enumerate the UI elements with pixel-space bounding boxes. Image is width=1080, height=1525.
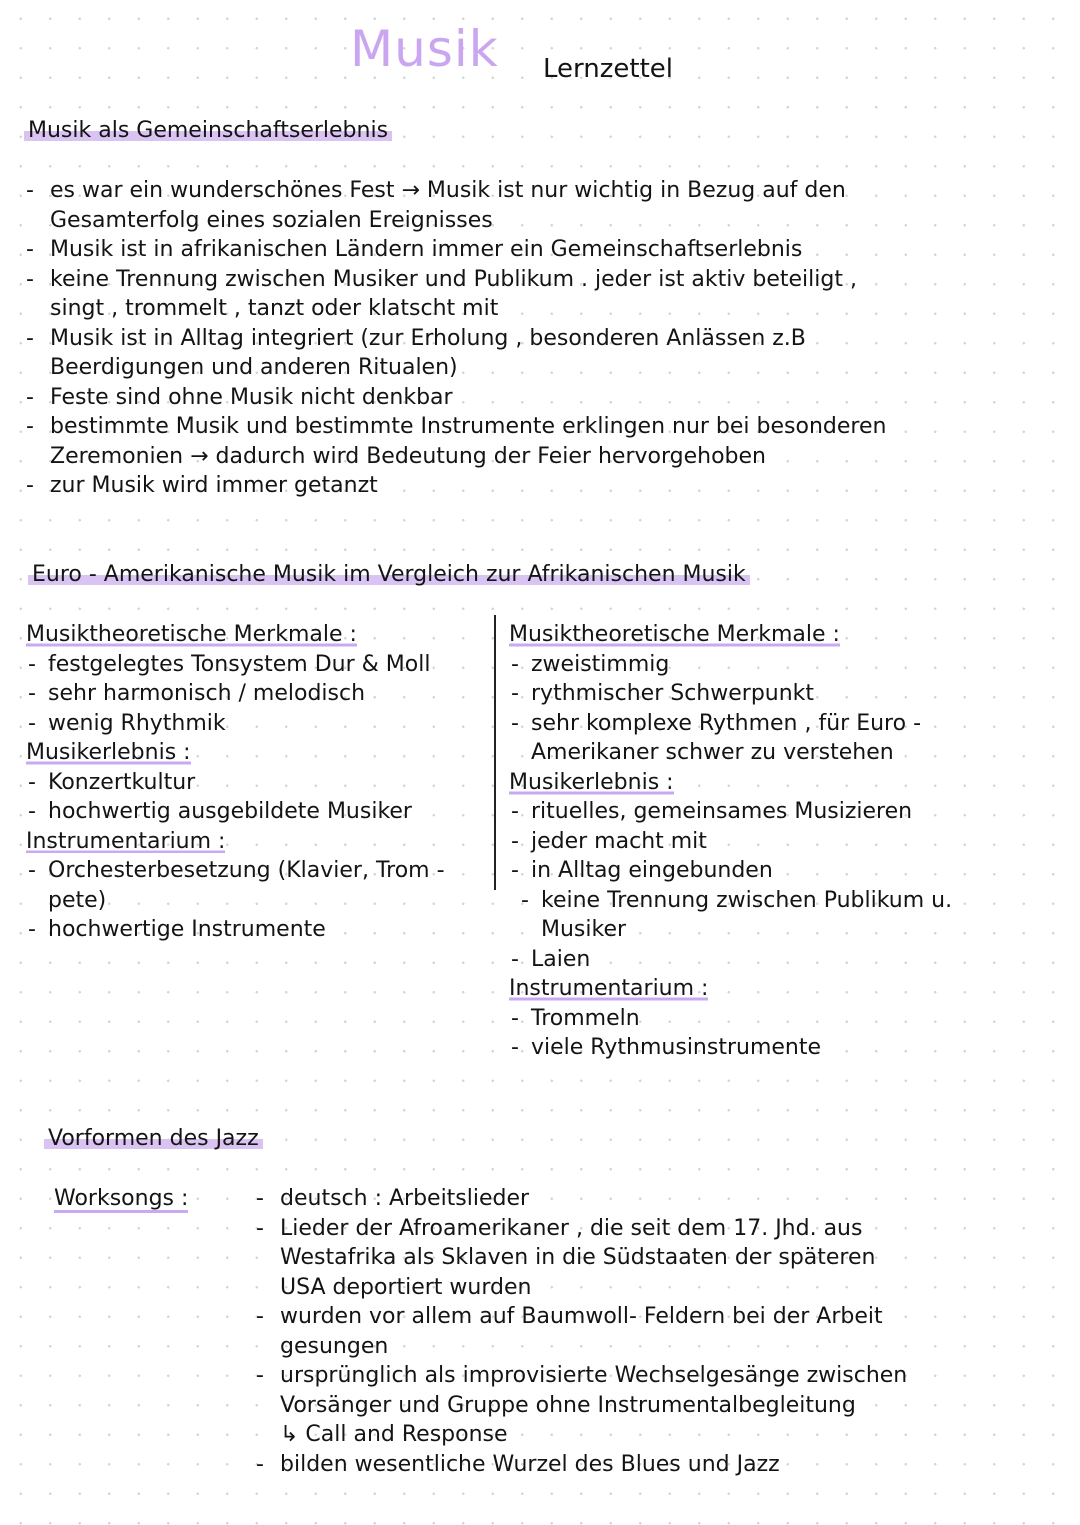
- list-item: [511, 945, 591, 975]
- list-item: [511, 679, 815, 709]
- line-text: Vorsänger und Gruppe ohne Instrumentalbegleitung: [280, 1392, 856, 1418]
- text-line: [256, 1450, 780, 1480]
- list-item: [28, 650, 431, 680]
- list-item-text: keine Trennung zwischen Publikum u.: [541, 887, 953, 913]
- subheading-text: Musikerlebnis :: [26, 740, 191, 765]
- subheading: [509, 768, 674, 798]
- line-text: zur Musik wird immer getanzt: [50, 473, 378, 498]
- text-line: [26, 176, 846, 206]
- subheading: [509, 620, 840, 650]
- text-line: [280, 1420, 508, 1450]
- section1-heading: Musik als Gemeinschaftserlebnis: [24, 116, 392, 146]
- bullet-dash: -: [26, 414, 34, 439]
- list-item-text: hochwertig ausgebildete Musiker: [48, 799, 412, 824]
- list-item: [48, 886, 106, 916]
- list-item: [521, 886, 953, 916]
- bullet-dash: -: [511, 651, 519, 677]
- list-item: [28, 709, 226, 739]
- list-item-text: Trommeln: [531, 1005, 640, 1031]
- list-item-text: zweistimmig: [531, 651, 670, 677]
- text-line: [26, 471, 378, 501]
- subheading: [26, 620, 357, 650]
- list-item: [511, 1004, 640, 1034]
- line-text: wurden vor allem auf Baumwoll- Feldern bei der Arbeit: [280, 1304, 883, 1329]
- line-text: ↳ Call and Response: [280, 1422, 508, 1447]
- list-item-text: Amerikaner schwer zu verstehen: [531, 740, 894, 765]
- subheading: [26, 738, 191, 768]
- bullet-dash: -: [511, 828, 519, 854]
- bullet-dash: -: [28, 769, 36, 795]
- list-item: [511, 709, 922, 739]
- line-text: singt , trommelt , tanzt oder klatscht mit: [50, 296, 499, 321]
- line-text: Feste sind ohne Musik nicht denkbar: [50, 384, 453, 410]
- text-line: [26, 235, 803, 265]
- bullet-dash: -: [511, 1035, 519, 1060]
- list-item-text: sehr harmonisch / melodisch: [48, 681, 366, 706]
- bullet-dash: -: [28, 681, 36, 706]
- text-line: [256, 1184, 530, 1214]
- list-item: [511, 650, 670, 680]
- line-text: Beerdigungen und anderen Ritualen): [50, 355, 458, 380]
- bullet-dash: -: [256, 1215, 264, 1241]
- text-line: [280, 1243, 875, 1273]
- list-item-text: pete): [48, 887, 107, 913]
- list-item: [511, 797, 913, 827]
- subheading-text: Instrumentarium :: [26, 828, 226, 854]
- subheading: [26, 827, 225, 857]
- page-title: Musik: [350, 20, 499, 78]
- text-line: [26, 412, 887, 442]
- list-item: [28, 797, 412, 827]
- subheading-text: Instrumentarium :: [509, 976, 709, 1001]
- text-line: [50, 353, 458, 383]
- bullet-dash: -: [511, 946, 519, 972]
- bullet-dash: -: [26, 384, 34, 410]
- line-text: ursprünglich als improvisierte Wechselgesänge zwischen: [280, 1363, 908, 1388]
- list-item-text: rythmischer Schwerpunkt: [531, 681, 815, 706]
- line-text: Gesamterfolg eines sozialen Ereignisses: [50, 207, 493, 233]
- section3-heading: Vorformen des Jazz: [44, 1124, 263, 1154]
- bullet-dash: -: [511, 710, 519, 736]
- subheading-text: Musiktheoretische Merkmale :: [26, 622, 357, 647]
- list-item-text: festgelegtes Tonsystem Dur & Moll: [48, 651, 431, 677]
- text-line: [50, 206, 493, 236]
- line-text: Lieder der Afroamerikaner , die seit dem 17. Jhd. aus: [280, 1215, 863, 1241]
- list-item: [511, 1033, 822, 1063]
- subheading: [509, 974, 708, 1004]
- bullet-dash: -: [511, 1005, 519, 1031]
- list-item-text: hochwertige Instrumente: [48, 917, 326, 942]
- text-line: [280, 1273, 531, 1303]
- bullet-dash: -: [26, 473, 34, 498]
- list-item-text: jeder macht mit: [531, 828, 707, 854]
- bullet-dash: -: [26, 178, 34, 203]
- list-item: [531, 738, 894, 768]
- text-line: [256, 1214, 863, 1244]
- text-line: [50, 442, 766, 472]
- list-item: [511, 856, 773, 886]
- line-text: Musik ist in afrikanischen Ländern immer ein Gemeinschaftserlebnis: [50, 237, 803, 262]
- bullet-dash: -: [256, 1451, 264, 1477]
- text-line: [26, 324, 806, 354]
- bullet-dash: -: [256, 1186, 264, 1211]
- list-item-text: Laien: [531, 946, 591, 972]
- line-text: bestimmte Musik und bestimmte Instrumente erklingen nur bei besonderen: [50, 414, 887, 439]
- bullet-dash: -: [511, 858, 519, 883]
- subheading-text: Musiktheoretische Merkmale :: [509, 622, 840, 647]
- bullet-dash: -: [28, 651, 36, 677]
- text-line: [26, 265, 857, 295]
- list-item: [28, 915, 326, 945]
- list-item: [541, 915, 626, 945]
- bullet-dash: -: [521, 887, 529, 913]
- text-line: [26, 383, 453, 413]
- bullet-dash: -: [28, 799, 36, 824]
- list-item-text: Orchesterbesetzung (Klavier, Trom -: [48, 858, 445, 883]
- text-line: [256, 1302, 883, 1332]
- bullet-dash: -: [28, 858, 36, 883]
- bullet-dash: -: [26, 325, 34, 351]
- line-text: USA deportiert wurden: [280, 1274, 532, 1300]
- text-line: [280, 1332, 388, 1362]
- line-text: keine Trennung zwischen Musiker und Publikum . jeder ist aktiv beteiligt ,: [50, 266, 857, 292]
- bullet-dash: -: [256, 1304, 264, 1329]
- list-item-text: Musiker: [541, 917, 627, 942]
- bullet-dash: -: [26, 237, 34, 262]
- line-text: deutsch : Arbeitslieder: [280, 1186, 530, 1211]
- text-line: [50, 294, 498, 324]
- bullet-dash: -: [26, 266, 34, 292]
- line-text: Musik ist in Alltag integriert (zur Erholung , besonderen Anlässen z.B: [50, 325, 806, 351]
- page-subtitle: Lernzettel: [543, 54, 673, 84]
- subheading-text: Musikerlebnis :: [509, 769, 674, 795]
- list-item-text: sehr komplexe Rythmen , für Euro -: [531, 710, 922, 736]
- list-item: [28, 768, 196, 798]
- list-item-text: Konzertkultur: [48, 769, 196, 795]
- section2-heading: Euro - Amerikanische Musik im Vergleich zur Afrikanischen Musik: [28, 560, 750, 590]
- bullet-dash: -: [511, 681, 519, 706]
- line-text: gesungen: [280, 1333, 389, 1359]
- text-line: [280, 1391, 856, 1421]
- list-item: [511, 827, 707, 857]
- list-item-text: in Alltag eingebunden: [531, 858, 773, 883]
- column-divider: [494, 615, 496, 890]
- list-item: [28, 679, 366, 709]
- text-line: [256, 1361, 908, 1391]
- list-item-text: viele Rythmusinstrumente: [531, 1035, 822, 1060]
- bullet-dash: -: [28, 917, 36, 942]
- line-text: Westafrika als Sklaven in die Südstaaten der späteren: [280, 1245, 876, 1270]
- bullet-dash: -: [28, 710, 36, 736]
- list-item: [28, 856, 445, 886]
- bullet-dash: -: [511, 799, 519, 824]
- line-text: Zeremonien → dadurch wird Bedeutung der Feier hervorgehoben: [50, 443, 766, 469]
- list-item-text: rituelles, gemeinsames Musizieren: [531, 799, 913, 824]
- line-text: es war ein wunderschönes Fest → Musik ist nur wichtig in Bezug auf den: [50, 178, 846, 203]
- bullet-dash: -: [256, 1363, 264, 1388]
- list-item-text: wenig Rhythmik: [48, 710, 226, 736]
- line-text: bilden wesentliche Wurzel des Blues und Jazz: [280, 1451, 780, 1477]
- worksongs-label: Worksongs :: [54, 1184, 188, 1214]
